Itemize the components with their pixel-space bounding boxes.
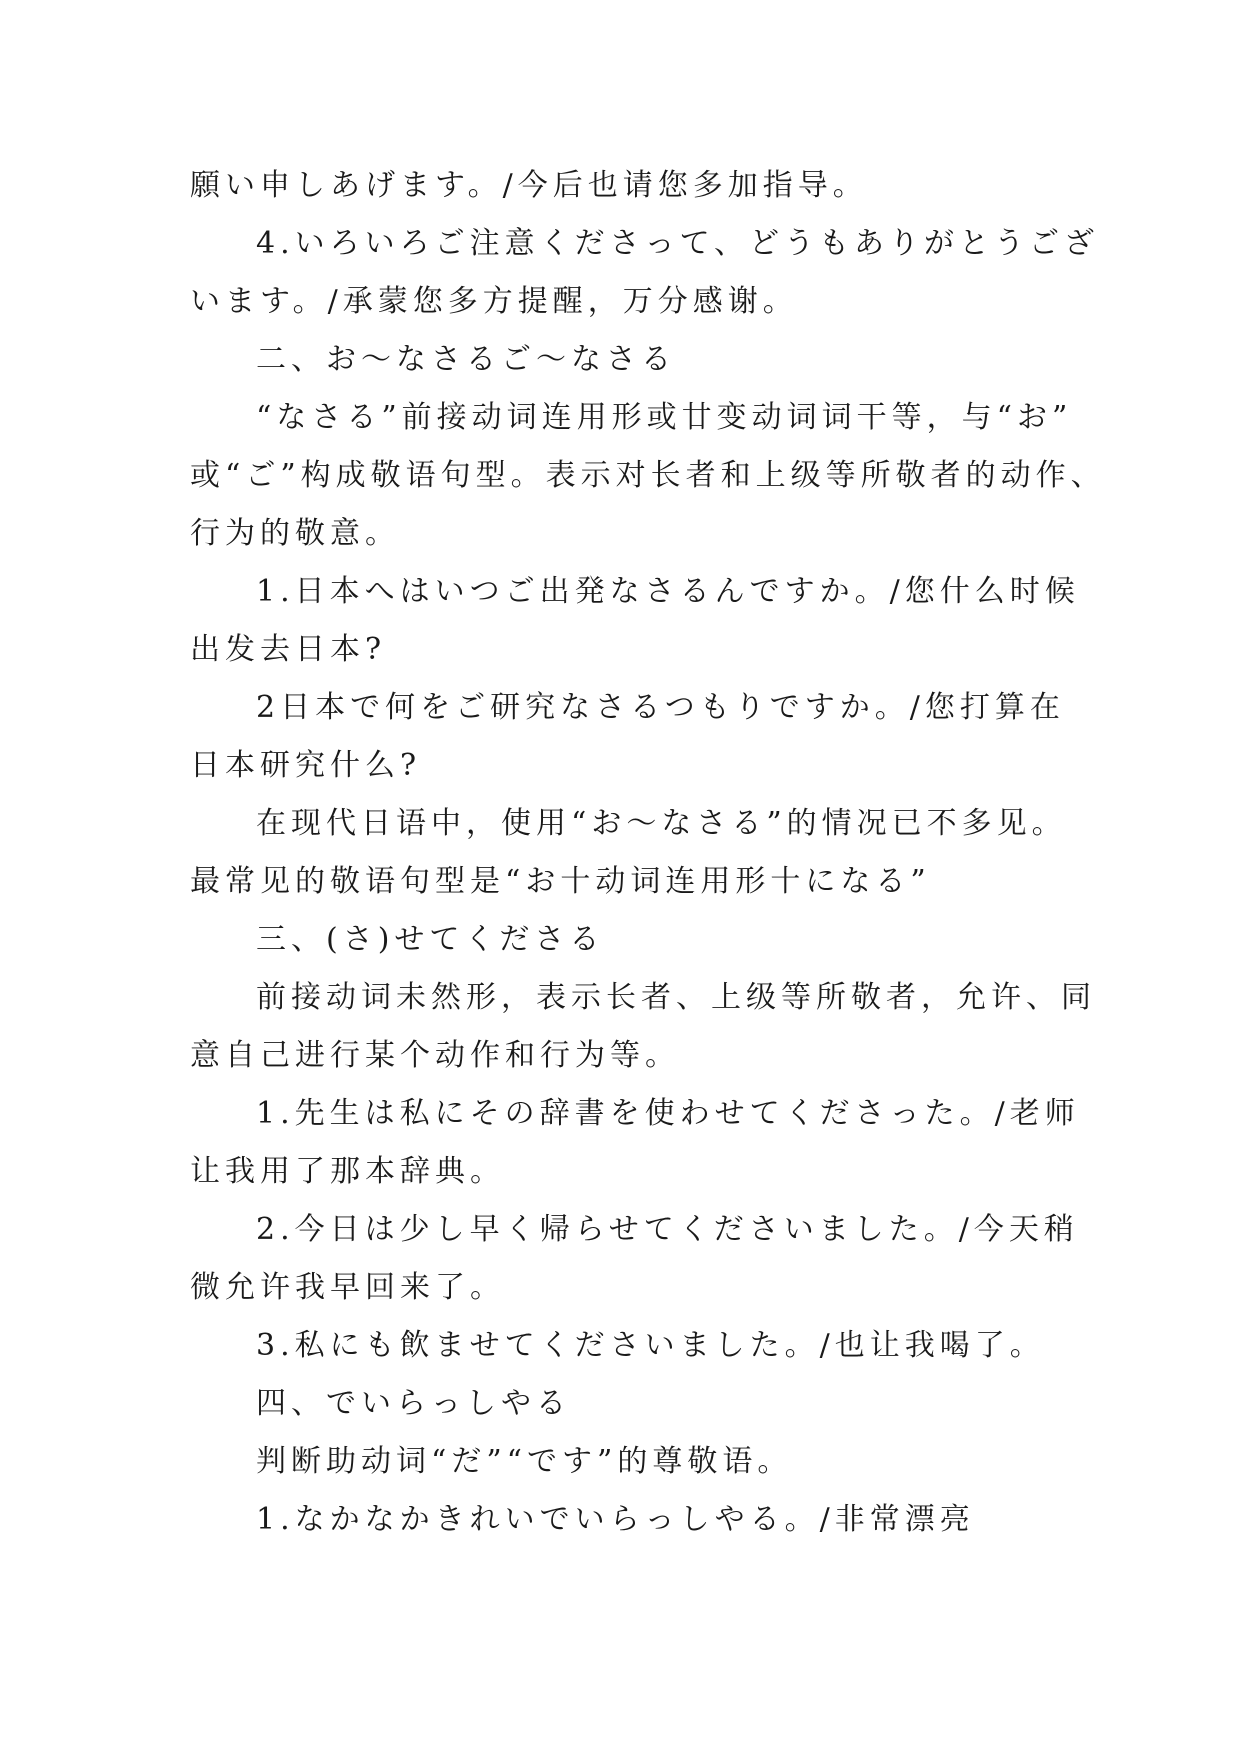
text-line: 微允许我早回来了。 bbox=[190, 1270, 505, 1305]
text-line: 在现代日语中，使用“お～なさる”的情况已不多见。 bbox=[256, 806, 1067, 841]
text-line: 判断助动词“だ”“です”的尊敬语。 bbox=[256, 1444, 793, 1479]
text-line: 最常见的敬语句型是“お十动词连用形十になる” bbox=[190, 864, 931, 899]
text-line: 1.日本へはいつご出発なさるんですか。/您什么时候 bbox=[256, 574, 1080, 609]
section-heading: 四、でいらっしやる bbox=[256, 1386, 571, 1421]
text-line: 願い申しあげます。/今后也请您多加指导。 bbox=[190, 168, 868, 203]
text-line: 1.なかなかきれいでいらっしやる。/非常漂亮 bbox=[256, 1502, 975, 1537]
section-heading: 二、お～なさるご～なさる bbox=[256, 342, 676, 377]
text-line: 日本研究什么? bbox=[190, 748, 422, 783]
text-line: 4.いろいろご注意くださって、どうもありがとうござ bbox=[256, 226, 1100, 261]
text-line: 2日本で何をご研究なさるつもりですか。/您打算在 bbox=[256, 690, 1065, 725]
text-line: “なさる”前接动词连用形或廿变动词词干等，与“お” bbox=[256, 400, 1073, 435]
text-line: 1.先生は私にその辞書を使わせてくださった。/老师 bbox=[256, 1096, 1080, 1131]
text-line: 行为的敬意。 bbox=[190, 516, 400, 551]
section-heading: 三、(さ)せてくださる bbox=[256, 922, 605, 957]
text-line: 意自己进行某个动作和行为等。 bbox=[190, 1038, 680, 1073]
text-line: 前接动词未然形，表示长者、上级等所敬者，允许、同 bbox=[256, 980, 1096, 1015]
text-line: います。/承蒙您多方提醒，万分感谢。 bbox=[190, 284, 798, 319]
text-line: 出发去日本? bbox=[190, 632, 387, 667]
text-line: 2.今日は少し早く帰らせてくださいました。/今天稍 bbox=[256, 1212, 1079, 1247]
text-line: 让我用了那本辞典。 bbox=[190, 1154, 505, 1189]
text-line: 或“ご”构成敬语句型。表示对长者和上级等所敬者的动作、 bbox=[190, 458, 1106, 493]
text-line: 3.私にも飲ませてくださいました。/也让我喝了。 bbox=[256, 1328, 1045, 1363]
